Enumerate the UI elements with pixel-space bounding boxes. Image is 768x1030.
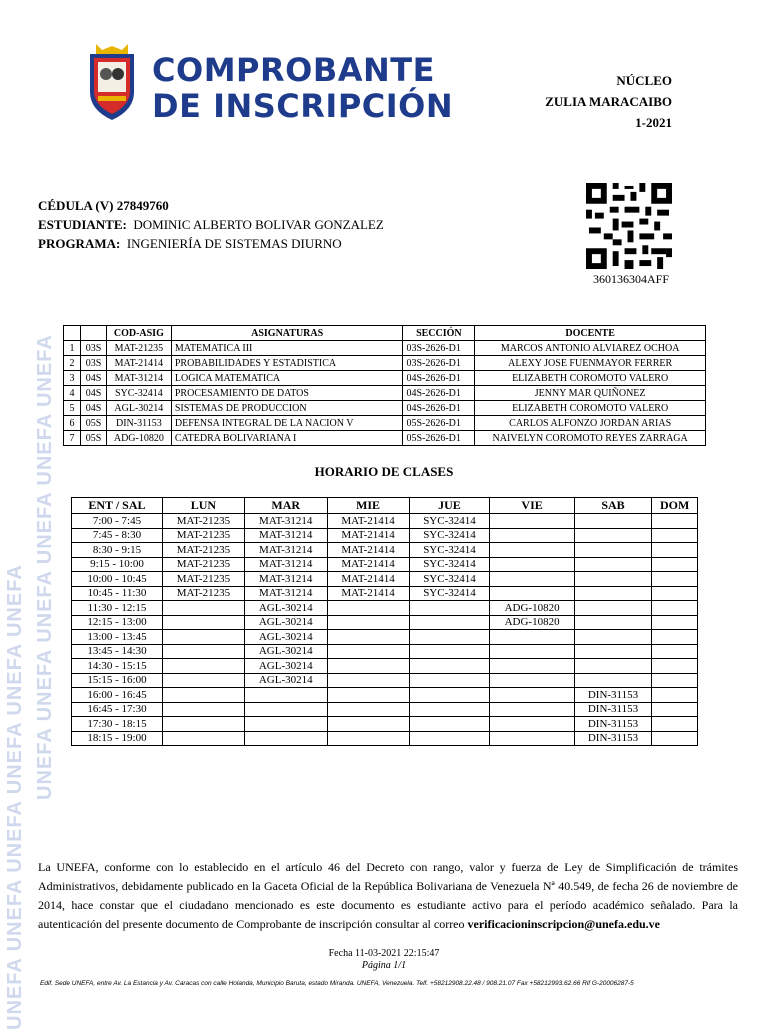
legal-text: La UNEFA, conforme con lo establecido en el artículo 46 del Decreto con rango, valor y fuerza de Ley de Simplificación de trámites Administrativos, debidamente publicado en la Gaceta Oficial de la República Bolivariana de Venezuela Nª 40.549, de fecha 26 de noviembre de 2014, hace constar que el ciudadano mencionado es este documento es estudiante activo para el período académico señalado. Para la autenticación del presente documento de Comprobante de inscripción consultar al correo [38, 860, 738, 931]
schedule-row [72, 688, 698, 703]
schedule-row [72, 644, 698, 659]
schedule-cell [652, 731, 698, 746]
time-slot: 15:15 - 16:00 [72, 673, 163, 688]
subject-cell: CATEDRA BOLIVARIANA I [171, 431, 403, 446]
schedule-cell [409, 659, 490, 674]
time-slot: 10:00 - 10:45 [72, 572, 163, 587]
schedule-table [71, 497, 698, 746]
time-slot: 14:30 - 15:15 [72, 659, 163, 674]
schedule-row [72, 528, 698, 543]
subject-cell: PROCESAMIENTO DE DATOS [171, 386, 403, 401]
schedule-cell: MAT-31214 [244, 514, 327, 529]
schedule-cell [327, 601, 409, 616]
schedule-cell: AGL-30214 [244, 630, 327, 645]
schedule-cell: MAT-31214 [244, 586, 327, 601]
subjects-col-header: SECCIÓN [403, 326, 475, 341]
schedule-cell: AGL-30214 [244, 673, 327, 688]
schedule-cell: MAT-21235 [162, 528, 244, 543]
schedule-cell [652, 630, 698, 645]
schedule-cell: SYC-32414 [409, 557, 490, 572]
subject-cell: DIN-31153 [106, 416, 171, 431]
subject-cell: 04S [81, 386, 107, 401]
subject-cell: SYC-32414 [106, 386, 171, 401]
subject-row [64, 416, 706, 431]
schedule-cell [574, 601, 651, 616]
subject-cell: MAT-31214 [106, 371, 171, 386]
schedule-cell [162, 644, 244, 659]
schedule-cell: MAT-21414 [327, 514, 409, 529]
schedule-cell: MAT-21414 [327, 586, 409, 601]
schedule-cell [574, 514, 651, 529]
schedule-cell: MAT-21414 [327, 528, 409, 543]
schedule-cell: MAT-31214 [244, 543, 327, 558]
schedule-cell: SYC-32414 [409, 586, 490, 601]
time-slot: 16:00 - 16:45 [72, 688, 163, 703]
schedule-col-header: DOM [652, 498, 698, 514]
time-slot: 17:30 - 18:15 [72, 717, 163, 732]
schedule-cell: ADG-10820 [490, 601, 574, 616]
time-slot: 16:45 - 17:30 [72, 702, 163, 717]
print-date: Fecha 11-03-2021 22:15:47 [328, 948, 440, 959]
schedule-cell [409, 644, 490, 659]
schedule-cell [409, 717, 490, 732]
schedule-row [72, 717, 698, 732]
schedule-cell: MAT-31214 [244, 528, 327, 543]
schedule-col-header: JUE [409, 498, 490, 514]
subject-cell: 04S-2626-D1 [403, 371, 475, 386]
estudiante-value: DOMINIC ALBERTO BOLIVAR GONZALEZ [133, 217, 384, 232]
schedule-cell [574, 586, 651, 601]
subject-cell: 03S-2626-D1 [403, 356, 475, 371]
cedula-label: CÉDULA (V) [38, 198, 114, 213]
schedule-cell [652, 528, 698, 543]
schedule-cell [574, 557, 651, 572]
verification-email: verificacioninscripcion@unefa.edu.ve [467, 917, 660, 931]
subject-row [64, 356, 706, 371]
schedule-cell [652, 659, 698, 674]
watermark-text: UNEFA UNEFA UNEFA UNEFA UNEFA UNEFA [4, 564, 26, 1030]
schedule-cell: MAT-31214 [244, 557, 327, 572]
schedule-row [72, 601, 698, 616]
schedule-col-header: SAB [574, 498, 651, 514]
schedule-cell [409, 615, 490, 630]
title-line-2: DE INSCRIPCIÓN [152, 87, 454, 125]
schedule-cell: MAT-21414 [327, 557, 409, 572]
schedule-cell [652, 717, 698, 732]
subject-cell: CARLOS ALFONZO JORDAN ARIAS [475, 416, 706, 431]
schedule-cell: AGL-30214 [244, 601, 327, 616]
subject-cell: 1 [64, 341, 81, 356]
schedule-cell [327, 659, 409, 674]
subject-cell: 5 [64, 401, 81, 416]
time-slot: 13:45 - 14:30 [72, 644, 163, 659]
subject-cell: 3 [64, 371, 81, 386]
subject-cell: ELIZABETH COROMOTO VALERO [475, 401, 706, 416]
schedule-cell: MAT-21235 [162, 572, 244, 587]
subject-cell: 03S [81, 356, 107, 371]
subject-cell: MATEMATICA III [171, 341, 403, 356]
schedule-cell [162, 615, 244, 630]
schedule-cell: DIN-31153 [574, 688, 651, 703]
schedule-cell: AGL-30214 [244, 644, 327, 659]
subjects-col-header: DOCENTE [475, 326, 706, 341]
subject-cell: 05S [81, 416, 107, 431]
schedule-cell [409, 731, 490, 746]
subject-cell: 6 [64, 416, 81, 431]
schedule-cell: MAT-21235 [162, 514, 244, 529]
subject-row [64, 431, 706, 446]
time-slot: 7:45 - 8:30 [72, 528, 163, 543]
schedule-cell [490, 586, 574, 601]
schedule-cell [574, 673, 651, 688]
schedule-cell: MAT-21235 [162, 543, 244, 558]
schedule-cell: MAT-21235 [162, 586, 244, 601]
subjects-col-header: ASIGNATURAS [171, 326, 403, 341]
schedule-cell [574, 644, 651, 659]
periodo: 1-2021 [635, 115, 672, 130]
schedule-cell [327, 644, 409, 659]
schedule-cell [162, 688, 244, 703]
nucleo-label: NÚCLEO [616, 73, 672, 88]
subjects-table [63, 325, 706, 446]
schedule-header-row [72, 498, 698, 514]
schedule-row [72, 659, 698, 674]
schedule-cell: MAT-21414 [327, 572, 409, 587]
schedule-cell [652, 702, 698, 717]
schedule-cell [490, 528, 574, 543]
qr-code-value: 360136304AFF [593, 272, 670, 286]
time-slot: 13:00 - 13:45 [72, 630, 163, 645]
subject-row [64, 341, 706, 356]
schedule-cell [652, 557, 698, 572]
schedule-cell [162, 630, 244, 645]
schedule-cell: SYC-32414 [409, 528, 490, 543]
subject-cell: MAT-21235 [106, 341, 171, 356]
subject-cell: SISTEMAS DE PRODUCCION [171, 401, 403, 416]
subject-cell: 2 [64, 356, 81, 371]
document-title [152, 52, 453, 124]
schedule-cell [652, 673, 698, 688]
time-slot: 7:00 - 7:45 [72, 514, 163, 529]
subject-cell: PROBABILIDADES Y ESTADISTICA [171, 356, 403, 371]
subject-cell: AGL-30214 [106, 401, 171, 416]
schedule-col-header: MIE [327, 498, 409, 514]
schedule-cell [327, 615, 409, 630]
subject-cell: 05S-2626-D1 [403, 416, 475, 431]
schedule-cell [327, 731, 409, 746]
schedule-cell [652, 688, 698, 703]
unefa-logo [86, 44, 138, 122]
subjects-header-row [64, 326, 706, 341]
qr-code-icon [586, 182, 672, 270]
subject-cell: 04S [81, 401, 107, 416]
schedule-cell [327, 630, 409, 645]
time-slot: 10:45 - 11:30 [72, 586, 163, 601]
schedule-cell [490, 673, 574, 688]
schedule-row [72, 543, 698, 558]
student-info [38, 196, 384, 253]
programa-value: INGENIERÍA DE SISTEMAS DIURNO [126, 236, 342, 251]
schedule-col-header: ENT / SAL [72, 498, 163, 514]
subject-row [64, 371, 706, 386]
schedule-cell: DIN-31153 [574, 731, 651, 746]
schedule-cell [652, 601, 698, 616]
schedule-cell [409, 688, 490, 703]
schedule-col-header: LUN [162, 498, 244, 514]
subject-cell: MAT-21414 [106, 356, 171, 371]
schedule-cell: MAT-21414 [327, 543, 409, 558]
schedule-cell: MAT-31214 [244, 572, 327, 587]
watermark-text: UNEFA UNEFA UNEFA UNEFA UNEFA UNEFA [34, 334, 56, 800]
schedule-cell: AGL-30214 [244, 659, 327, 674]
schedule-cell [162, 731, 244, 746]
schedule-col-header: VIE [490, 498, 574, 514]
page-footer [0, 948, 768, 972]
subject-cell: DEFENSA INTEGRAL DE LA NACION V [171, 416, 403, 431]
subject-cell: JENNY MAR QUIÑONEZ [475, 386, 706, 401]
nucleo-name: ZULIA MARACAIBO [545, 94, 672, 109]
schedule-cell [574, 543, 651, 558]
schedule-cell [574, 615, 651, 630]
schedule-cell [162, 601, 244, 616]
subject-cell: 04S-2626-D1 [403, 401, 475, 416]
subject-cell: ALEXY JOSE FUENMAYOR FERRER [475, 356, 706, 371]
subject-cell: 7 [64, 431, 81, 446]
schedule-cell [327, 717, 409, 732]
schedule-row [72, 731, 698, 746]
subject-cell: 03S-2626-D1 [403, 341, 475, 356]
subject-cell: MARCOS ANTONIO ALVIAREZ OCHOA [475, 341, 706, 356]
schedule-cell [490, 572, 574, 587]
schedule-cell [327, 688, 409, 703]
subject-row [64, 401, 706, 416]
subjects-col-header [64, 326, 81, 341]
time-slot: 9:15 - 10:00 [72, 557, 163, 572]
cedula-value: 27849760 [116, 198, 169, 213]
schedule-cell: AGL-30214 [244, 615, 327, 630]
schedule-cell [327, 702, 409, 717]
subject-cell: 05S [81, 431, 107, 446]
schedule-row [72, 615, 698, 630]
schedule-cell [490, 514, 574, 529]
schedule-row [72, 557, 698, 572]
subjects-col-header [81, 326, 107, 341]
schedule-cell [162, 659, 244, 674]
schedule-row [72, 702, 698, 717]
schedule-cell: ADG-10820 [490, 615, 574, 630]
schedule-cell [652, 543, 698, 558]
subject-cell: NAIVELYN COROMOTO REYES ZARRAGA [475, 431, 706, 446]
schedule-cell [652, 615, 698, 630]
schedule-cell [327, 673, 409, 688]
schedule-col-header: MAR [244, 498, 327, 514]
programa-label: PROGRAMA: [38, 236, 121, 251]
subject-cell: 4 [64, 386, 81, 401]
schedule-cell [490, 717, 574, 732]
schedule-cell [162, 673, 244, 688]
schedule-cell [244, 717, 327, 732]
schedule-cell: SYC-32414 [409, 572, 490, 587]
schedule-row [72, 673, 698, 688]
subjects-col-header: COD-ASIG [106, 326, 171, 341]
schedule-title: HORARIO DE CLASES [314, 464, 454, 479]
schedule-cell [490, 702, 574, 717]
subject-row [64, 386, 706, 401]
schedule-cell [574, 528, 651, 543]
subject-cell: 04S [81, 371, 107, 386]
schedule-cell: SYC-32414 [409, 514, 490, 529]
time-slot: 12:15 - 13:00 [72, 615, 163, 630]
schedule-cell [490, 659, 574, 674]
schedule-cell [490, 731, 574, 746]
schedule-cell [244, 731, 327, 746]
subject-cell: LOGICA MATEMATICA [171, 371, 403, 386]
schedule-row [72, 572, 698, 587]
schedule-cell [162, 717, 244, 732]
schedule-row [72, 514, 698, 529]
time-slot: 11:30 - 12:15 [72, 601, 163, 616]
time-slot: 18:15 - 19:00 [72, 731, 163, 746]
footer-address: Edif. Sede UNEFA, entre Av. La Estancia y Av. Caracas con calle Holanda, Municipio Baruta, estado Miranda. UNEFA, Venezuela. Telf. +58212908.22.48 / 908.21.07 Fax +58212993.62.66 Rif G-20006287-5 [40, 980, 634, 987]
schedule-cell [652, 644, 698, 659]
schedule-cell [409, 601, 490, 616]
page-number: Página 1/1 [361, 960, 407, 971]
schedule-cell [652, 514, 698, 529]
schedule-cell: SYC-32414 [409, 543, 490, 558]
schedule-cell [490, 557, 574, 572]
schedule-cell [409, 702, 490, 717]
schedule-cell [244, 702, 327, 717]
schedule-cell [490, 644, 574, 659]
subject-cell: ADG-10820 [106, 431, 171, 446]
schedule-cell [574, 572, 651, 587]
schedule-cell: DIN-31153 [574, 702, 651, 717]
schedule-cell [409, 630, 490, 645]
schedule-row [72, 586, 698, 601]
subject-cell: 05S-2626-D1 [403, 431, 475, 446]
schedule-cell [490, 688, 574, 703]
nucleo-block [545, 70, 672, 133]
subject-cell: ELIZABETH COROMOTO VALERO [475, 371, 706, 386]
schedule-cell [244, 688, 327, 703]
title-line-1: COMPROBANTE [152, 51, 435, 89]
subject-cell: 03S [81, 341, 107, 356]
legal-notice [38, 858, 738, 934]
schedule-cell [162, 702, 244, 717]
schedule-cell [574, 630, 651, 645]
schedule-cell [490, 543, 574, 558]
schedule-cell: DIN-31153 [574, 717, 651, 732]
schedule-cell [490, 630, 574, 645]
schedule-cell [574, 659, 651, 674]
time-slot: 8:30 - 9:15 [72, 543, 163, 558]
estudiante-label: ESTUDIANTE: [38, 217, 127, 232]
schedule-cell [652, 586, 698, 601]
subject-cell: 04S-2626-D1 [403, 386, 475, 401]
schedule-cell [652, 572, 698, 587]
schedule-row [72, 630, 698, 645]
schedule-cell: MAT-21235 [162, 557, 244, 572]
schedule-cell [409, 673, 490, 688]
